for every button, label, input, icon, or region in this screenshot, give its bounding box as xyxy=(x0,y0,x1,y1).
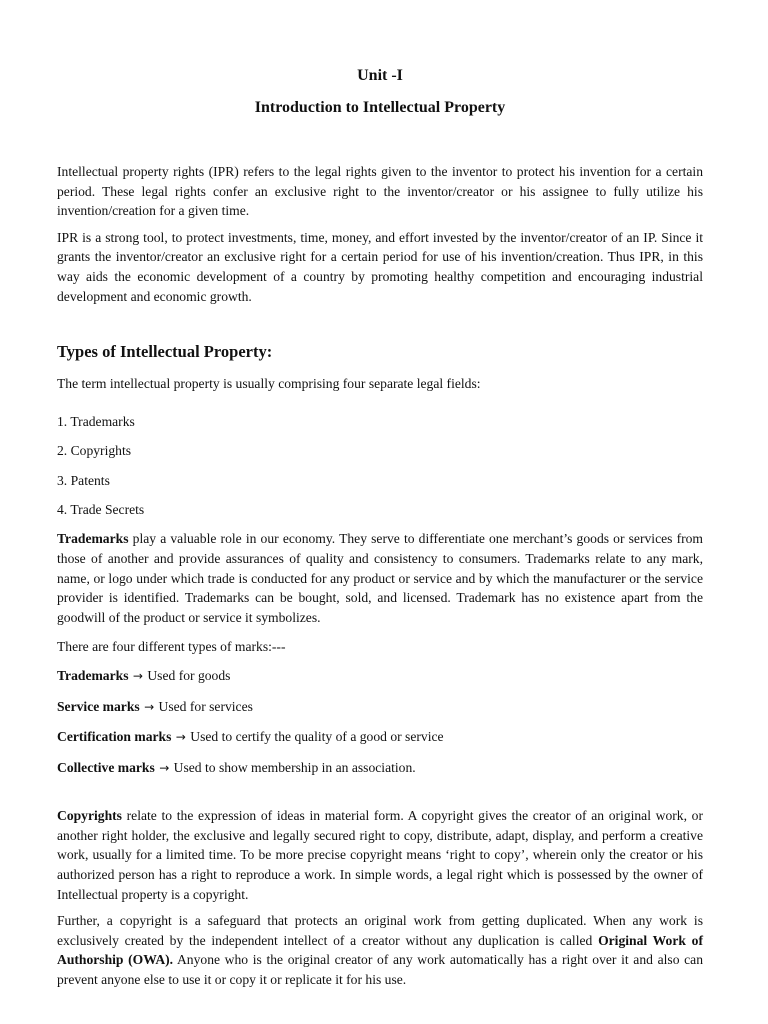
copyrights-p2-after: Anyone who is the original creator of any work automatically has a right over it and also can prevent anyone else to use it or copy it or replicate it for his use. xyxy=(57,952,704,987)
mark-name: Trademarks xyxy=(57,668,129,684)
mark-type-service-marks xyxy=(57,697,703,718)
list-item-trademarks: 1. Trademarks xyxy=(57,413,135,429)
intro-paragraph-1: Intellectual property rights (IPR) refers to the legal rights given to the inventor to protect his invention for a certain period. These legal rights confer an exclusive right to the inventor/creator or his assignee to fully utilize his invention/creation for a given time. xyxy=(57,164,703,219)
unit-title: Unit -I xyxy=(357,67,403,84)
copyrights-paragraph-2 xyxy=(57,911,703,989)
intro-paragraph-2: IPR is a strong tool, to protect investments, time, money, and effort invested by the inventor/creator of an IP. Since it grants the inventor/creator an exclusive right for a certain period for use of his invention/creation. Thus IPR, in this way aids the economic development of a country by promoting healthy competition and encouraging industrial development and economic growth. xyxy=(57,229,703,304)
mark-desc: Used to certify the quality of a good or service xyxy=(186,729,444,745)
trademarks-term: Trademarks xyxy=(57,531,129,547)
page-title: Introduction to Intellectual Property xyxy=(254,99,506,116)
mark-name: Collective marks xyxy=(57,759,155,775)
copyrights-text: relate to the expression of ideas in material form. A copyright gives the creator of an original work, or another right holder, the exclusive and legally secured right to copy, distribute, adapt, display, and perform a creative work, usually for a limited time. To be more precise copyright means ‘right to copy’, wherein only the creator or his authorized person has a right to reproduce a work. In simple words, a legal right which is possessed by the owner of Intellectual property is a copyright. xyxy=(57,808,703,902)
trademarks-paragraph xyxy=(57,529,703,627)
mark-name: Service marks xyxy=(57,698,140,714)
document-page xyxy=(57,66,703,990)
copyrights-term: Copyrights xyxy=(57,808,122,824)
copyrights-paragraph xyxy=(57,806,703,904)
section-heading-types: Types of Intellectual Property: xyxy=(57,342,273,362)
arrow-right-icon: → xyxy=(132,669,143,684)
owa-term: Original Work of Authorship (OWA). xyxy=(57,932,703,968)
list-item-patents: 3. Patents xyxy=(57,472,110,488)
arrow-right-icon: → xyxy=(144,699,155,714)
list-item-copyrights: 2. Copyrights xyxy=(57,443,132,459)
types-intro: The term intellectual property is usually comprising four separate legal fields: xyxy=(57,376,481,392)
arrow-right-icon: → xyxy=(175,730,186,745)
mark-type-certification-marks xyxy=(57,727,703,748)
arrow-right-icon: → xyxy=(159,760,170,775)
mark-desc: Used to show membership in an association. xyxy=(170,759,416,775)
list-item-trade-secrets: 4. Trade Secrets xyxy=(57,501,145,517)
marks-intro: There are four different types of marks:--- xyxy=(57,639,286,655)
mark-desc: Used for goods xyxy=(143,668,231,684)
mark-name: Certification marks xyxy=(57,729,172,745)
mark-desc: Used for services xyxy=(155,698,253,714)
mark-type-collective-marks xyxy=(57,758,703,779)
trademarks-text: play a valuable role in our economy. They serve to differentiate one merchant’s goods or services from those of another and provide assurances of quality and consistency to consumers. Trademarks relate to any mark, name, or logo under which trade is conducted for any product or service and by which the manufacturer or the service provider is identified. Trademarks can be bought, sold, and licensed. Trademark has no existence apart from the goodwill of the product or service it symbolizes. xyxy=(57,531,703,625)
mark-type-trademarks xyxy=(57,666,703,687)
copyrights-p2-before: Further, a copyright is a safeguard that protects an original work from getting duplicated. When any work is exclusively created by the independent intellect of a creator without any duplication is called xyxy=(57,913,703,948)
